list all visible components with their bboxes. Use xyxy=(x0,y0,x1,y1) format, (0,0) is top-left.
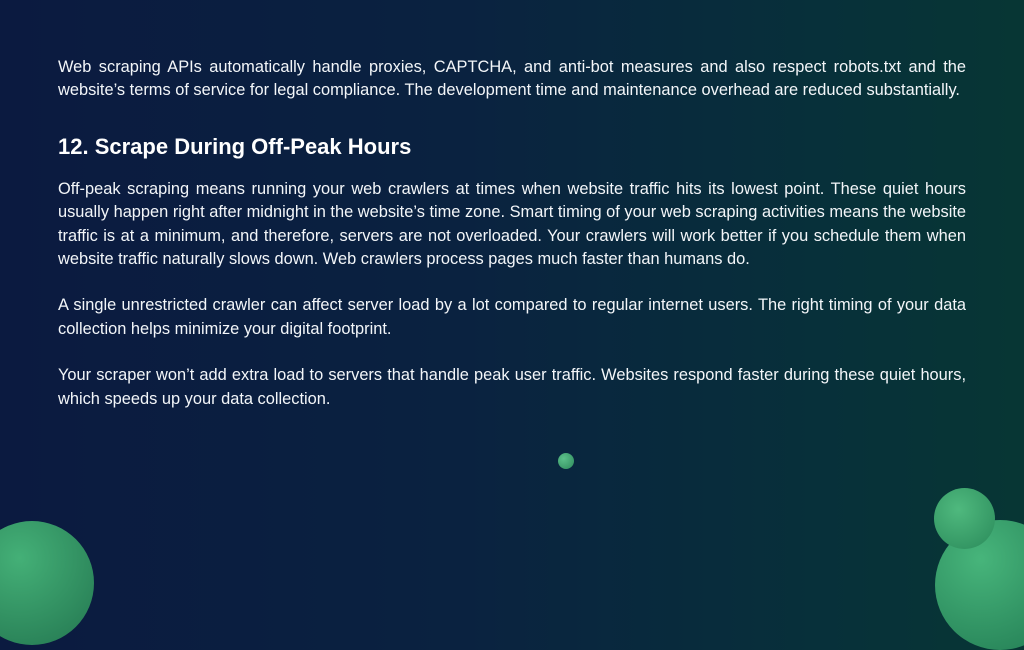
slide-content xyxy=(58,56,966,411)
decorative-dot xyxy=(558,453,574,469)
body-paragraph-2: A single unrestricted crawler can affect server load by a lot compared to regular internet users. The right timing of your data collection helps minimize your digital footprint. xyxy=(58,296,966,338)
decorative-circle-bottom-right-small xyxy=(934,488,995,549)
body-paragraph-1: Off-peak scraping means running your web crawlers at times when website traffic hits its lowest point. These quiet hours usually happen right after midnight in the website’s time zone. Smart timing of your web scraping activities means the website traffic is at a minimum, and therefore, servers are not overloaded. Your crawlers will work better if you schedule them when website traffic naturally slows down. Web crawlers process pages much faster than humans do. xyxy=(58,179,967,269)
intro-paragraph: Web scraping APIs automatically handle proxies, CAPTCHA, and anti-bot measures and also respect robots.txt and the website’s terms of service for legal compliance. The development time and maintenance overhead are reduced substantially. xyxy=(58,58,966,100)
section-heading: 12. Scrape During Off-Peak Hours xyxy=(58,133,412,159)
decorative-circle-bottom-left xyxy=(0,521,94,645)
body-paragraph-3: Your scraper won’t add extra load to servers that handle peak user traffic. Websites respond faster during these quiet hours, which speeds up your data collection. xyxy=(58,366,966,408)
